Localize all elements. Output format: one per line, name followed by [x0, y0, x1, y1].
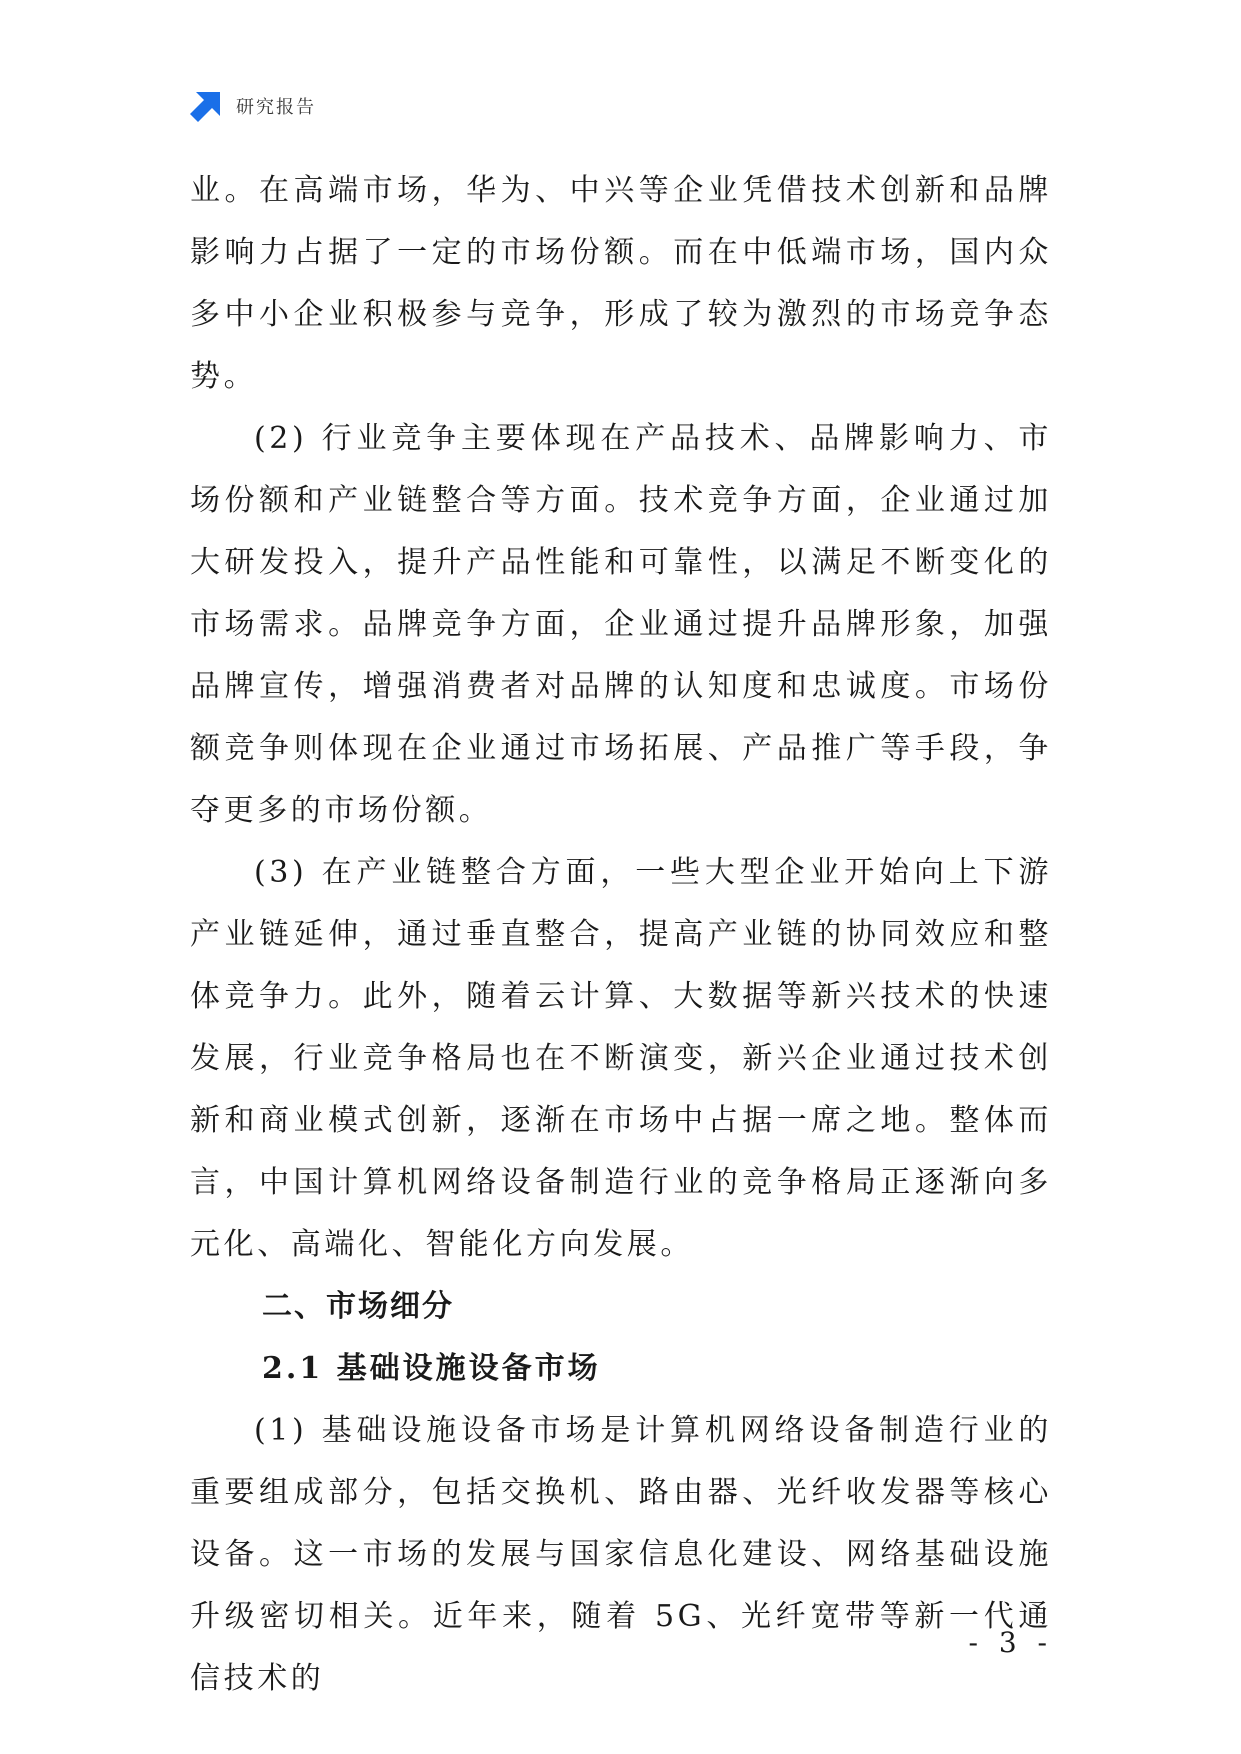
section-heading: 二、市场细分 — [262, 1289, 454, 1324]
paragraph-infrastructure-market: (1) 基础设施设备市场是计算机网络设备制造行业的重要组成部分，包括交换机、路由器、光纤收发器等核心设备。这一市场的发展与国家信息化建设、网络基础设施升级密切相关。近年来，随着 5G、光纤宽带等新一代通信技术的 — [190, 1413, 1052, 1696]
subsection-heading: 2.1 基础设施设备市场 — [262, 1351, 601, 1386]
arrow-up-right-icon — [190, 90, 222, 122]
header-title: 研究报告 — [236, 97, 316, 118]
paragraph-competition-aspects: (2) 行业竞争主要体现在产品技术、品牌影响力、市场份额和产业链整合等方面。技术竞争方面，企业通过加大研发投入，提升产品性能和可靠性，以满足不断变化的市场需求。品牌竞争方面，企业通过提升品牌形象，加强品牌宣传，增强消费者对品牌的认知度和忠诚度。市场份额竞争则体现在企业通过市场拓展、产品推广等手段，争夺更多的市场份额。 — [190, 421, 1052, 828]
paragraph-industry-chain: (3) 在产业链整合方面，一些大型企业开始向上下游产业链延伸，通过垂直整合，提高产业链的协同效应和整体竞争力。此外，随着云计算、大数据等新兴技术的快速发展，行业竞争格局也在不断演变，新兴企业通过技术创新和商业模式创新，逐渐在市场中占据一席之地。整体而言，中国计算机网络设备制造行业的竞争格局正逐渐向多元化、高端化、智能化方向发展。 — [190, 855, 1052, 1262]
report-header — [190, 88, 316, 124]
document-body — [190, 160, 1052, 1710]
page-number: - 3 - — [968, 1626, 1053, 1659]
paragraph-continuation: 业。在高端市场，华为、中兴等企业凭借技术创新和品牌影响力占据了一定的市场份额。而在中低端市场，国内众多中小企业积极参与竞争，形成了较为激烈的市场竞争态势。 — [190, 173, 1052, 394]
